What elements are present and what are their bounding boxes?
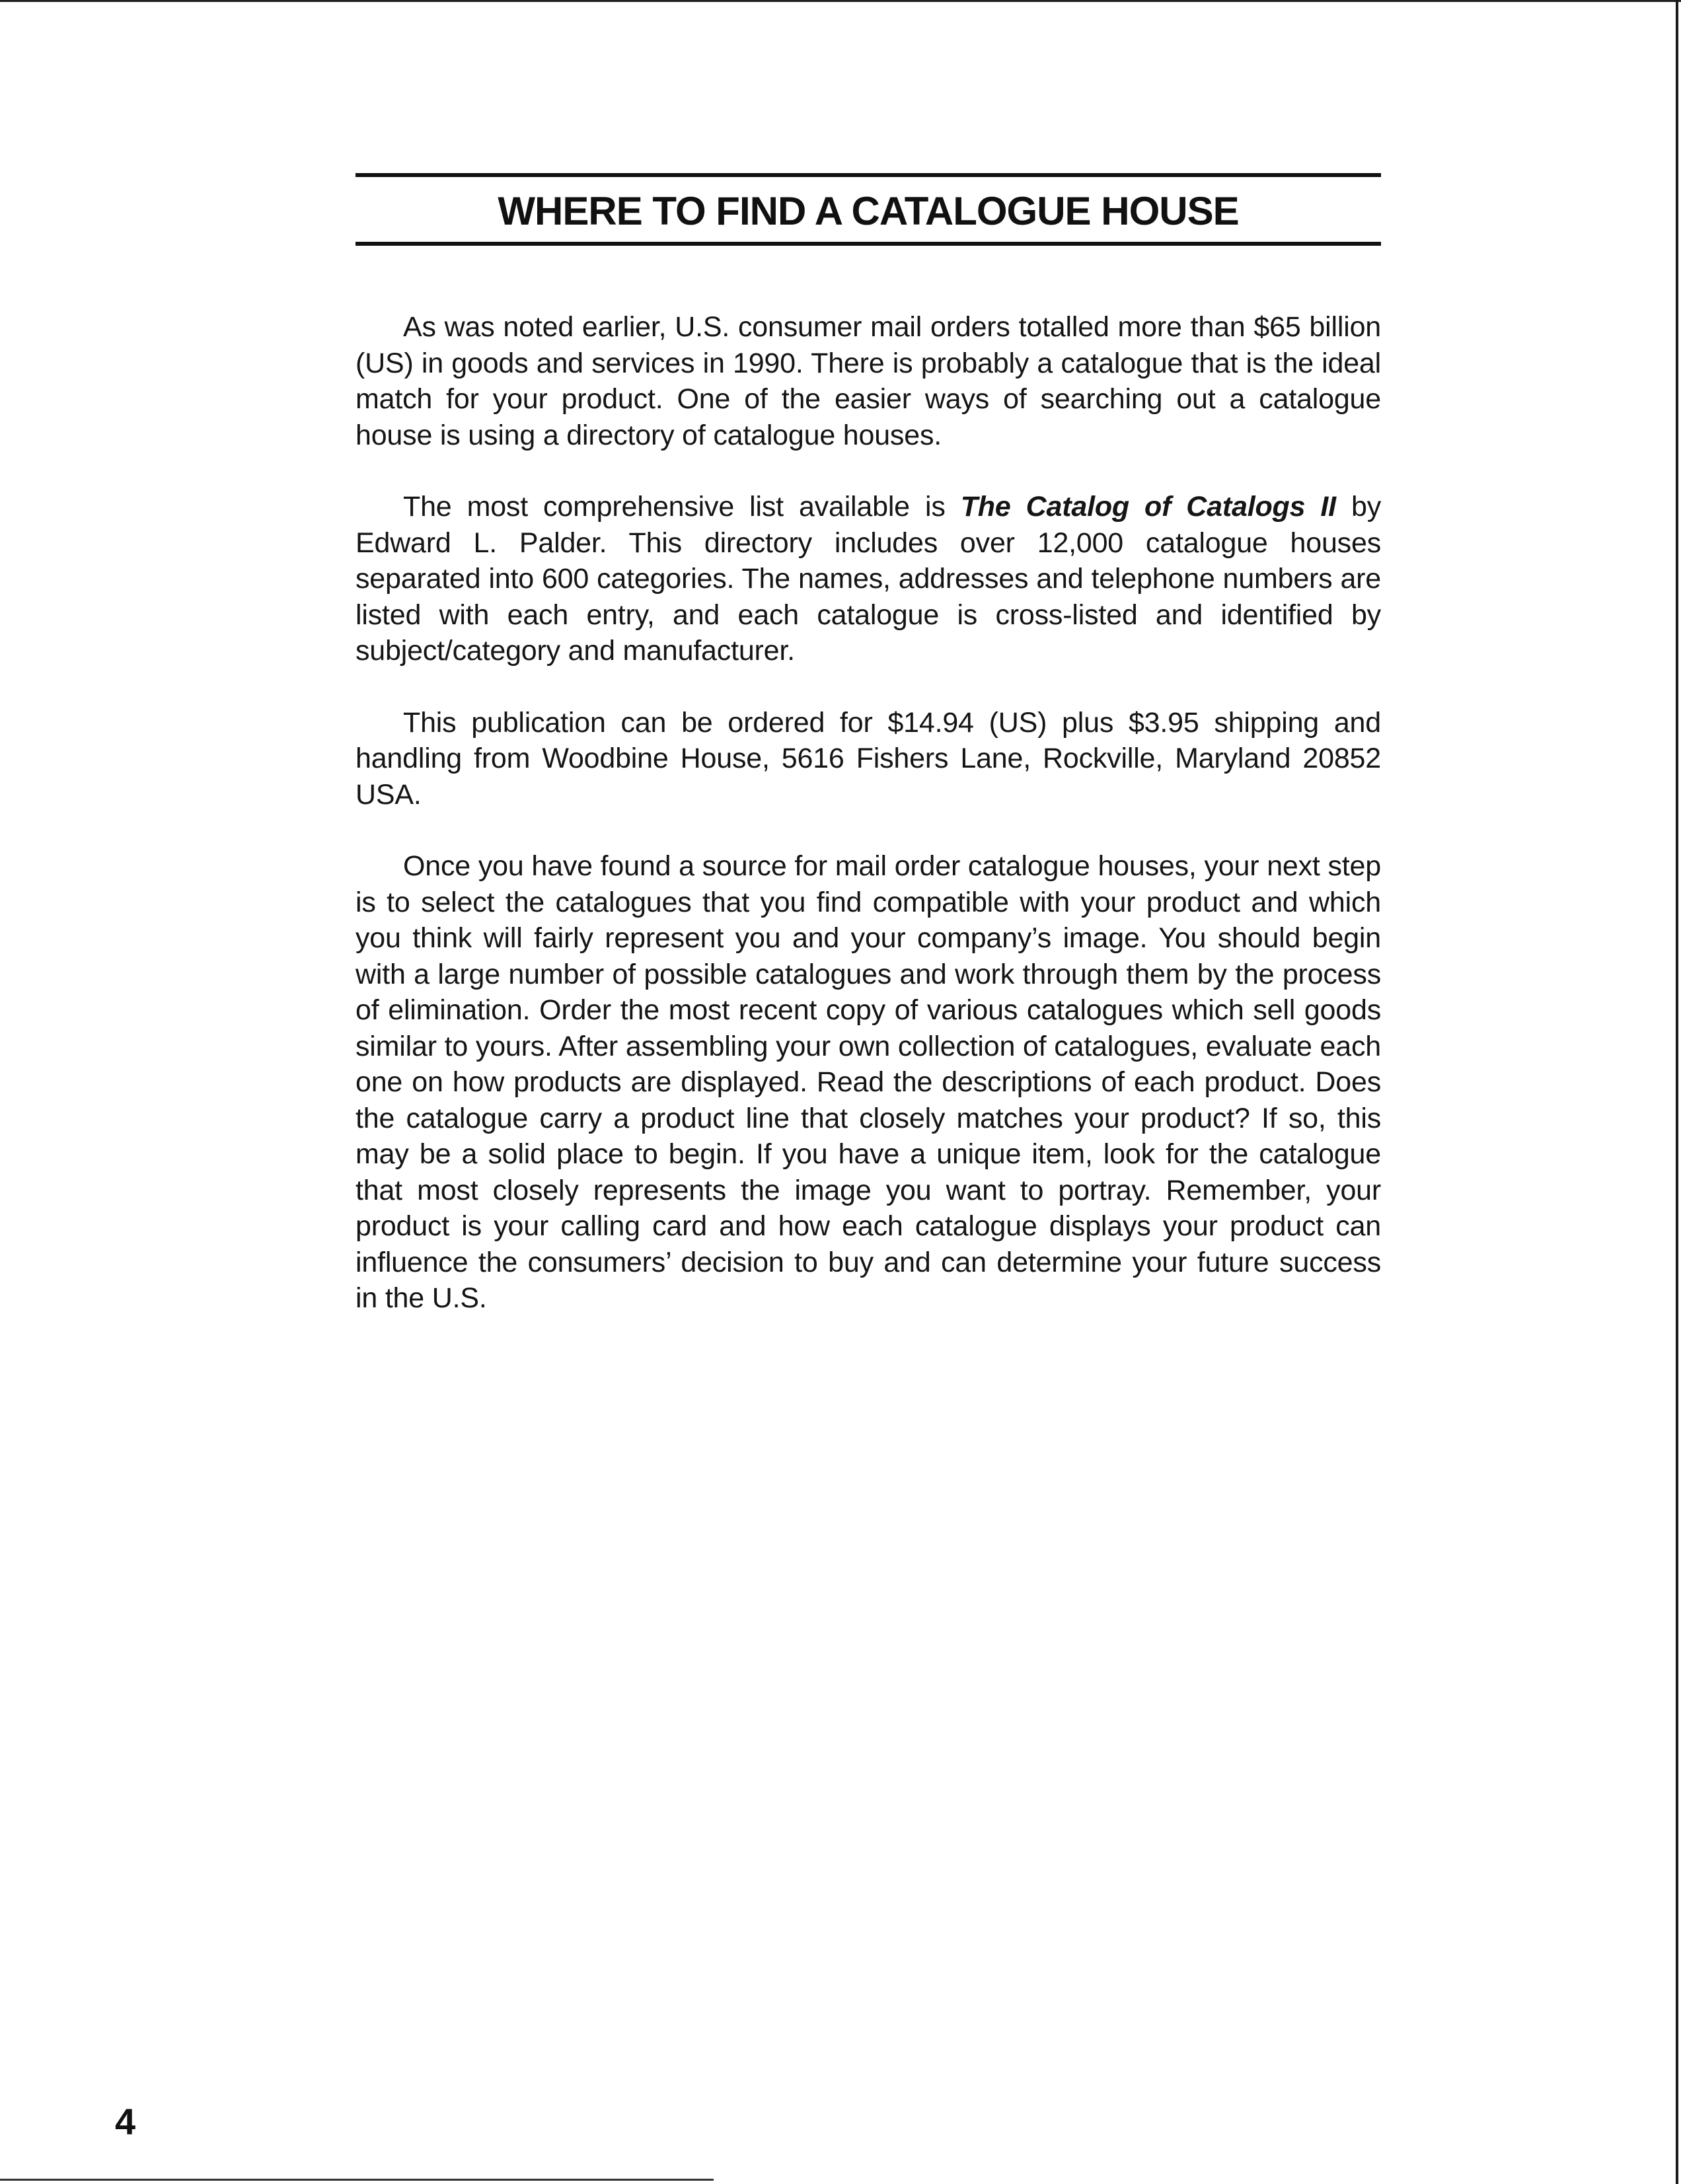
scan-edge-bottom — [0, 2179, 714, 2181]
body-text — [355, 309, 1381, 1352]
scan-edge-top — [0, 0, 1681, 2]
paragraph-2-rest: by Edward L. Palder. This directory includes over 12,000 catalogue houses separated into 600 categories. The names, addresses and telephone numbers are listed with each entry, and each catalogue is cross-listed and identified by subject/category and manufacturer. — [355, 491, 1381, 667]
paragraph-4: Once you have found a source for mail order catalogue houses, your next step is to select the catalogues that you find compatible with your product and which you think will fairly represent you and your company’s image. You should begin with a large number of possible catalogues and work through them by the process of elimination. Order the most recent copy of various catalogues which sell goods similar to yours. After assembling your own collection of catalogues, evaluate each one on how products are displayed. Read the descriptions of each product. Does the catalogue carry a product line that closely matches your product? If so, this may be a solid place to begin. If you have a unique item, look for the catalogue that most closely represents the image you want to portray. Remember, your product is your calling card and how each catalogue displays your product can influence the consumers’ decision to buy and can determine your future success in the U.S. — [355, 850, 1381, 1314]
book-title: The Catalog of Catalogs II — [960, 491, 1336, 523]
paragraph-1: As was noted earlier, U.S. consumer mail orders totalled more than $65 billion (US) in goods and services in 1990. There is probably a catalogue that is the ideal match for your product. One of the easier ways of searching out a catalogue house is using a directory of catalogue houses. — [355, 311, 1381, 451]
heading-rule-top — [355, 173, 1381, 177]
heading-rule-bottom — [355, 242, 1381, 246]
paragraph-2-intro: The most comprehensive list available is — [403, 491, 961, 523]
paragraph-3: This publication can be ordered for $14.94 (US) plus $3.95 shipping and handling from Woodbine House, 5616 Fishers Lane, Rockville, Maryland 20852 USA. — [355, 706, 1381, 811]
paragraph-2 — [355, 489, 1381, 669]
page-title: WHERE TO FIND A CATALOGUE HOUSE — [498, 189, 1239, 233]
page-number: 4 — [115, 2101, 136, 2142]
scan-edge-right — [1676, 0, 1678, 2184]
